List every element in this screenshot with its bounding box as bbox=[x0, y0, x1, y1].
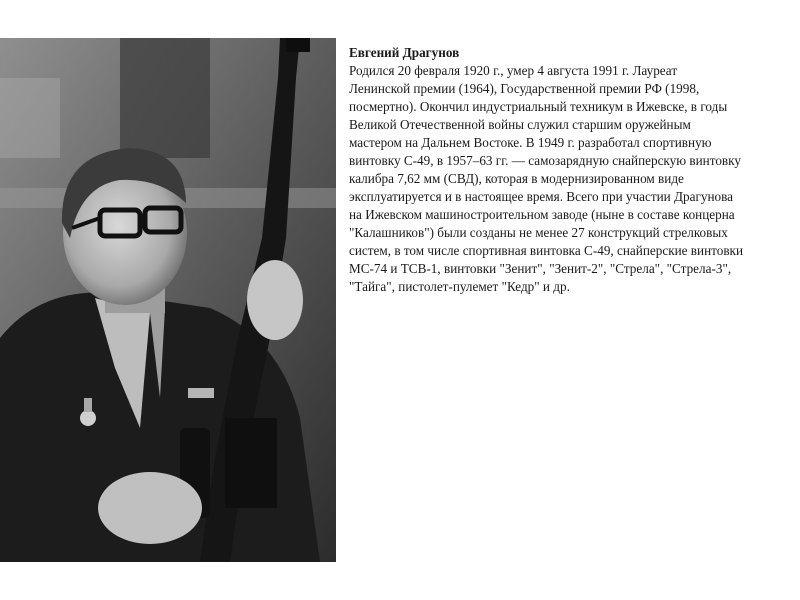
bio-line-12: МС-74 и ТСВ-1, винтовки "Зенит", "Зенит-2", "Стрела", "Стрела-3", bbox=[349, 261, 732, 276]
bio-line-2: Ленинской премии (1964), Государственной премии РФ (1998, bbox=[349, 81, 700, 96]
bio-line-9: на Ижевском машиностроительном заводе (ныне в составе концерна bbox=[349, 207, 735, 222]
bio-line-7: калибра 7,62 мм (СВД), которая в модернизированном виде bbox=[349, 171, 684, 186]
bio-text-block bbox=[349, 44, 789, 296]
portrait-photo bbox=[0, 38, 336, 562]
bio-line-1: Родился 20 февраля 1920 г., умер 4 августа 1991 г. Лауреат bbox=[349, 63, 678, 78]
bio-line-13: "Тайга", пистолет-пулемет "Кедр" и др. bbox=[349, 279, 570, 294]
bio-line-10: "Калашников") были созданы не менее 27 конструкций стрелковых bbox=[349, 225, 728, 240]
bio-line-8: эксплуатируется и в настоящее время. Всего при участии Драгунова bbox=[349, 189, 734, 204]
bio-line-4: Великой Отечественной войны служил старшим оружейным bbox=[349, 117, 691, 132]
bio-line-11: систем, в том числе спортивная винтовка С-49, снайперские винтовки bbox=[349, 243, 744, 258]
bio-line-5: мастером на Дальнем Востоке. В 1949 г. разработал спортивную bbox=[349, 135, 712, 150]
bio-line-3: посмертно). Окончил индустриальный техникум в Ижевске, в годы bbox=[349, 99, 728, 114]
person-name: Евгений Драгунов bbox=[349, 45, 460, 60]
portrait-image bbox=[0, 38, 336, 562]
bio-line-6: винтовку С-49, в 1957–63 гг. — самозарядную снайперскую винтовку bbox=[349, 153, 741, 168]
